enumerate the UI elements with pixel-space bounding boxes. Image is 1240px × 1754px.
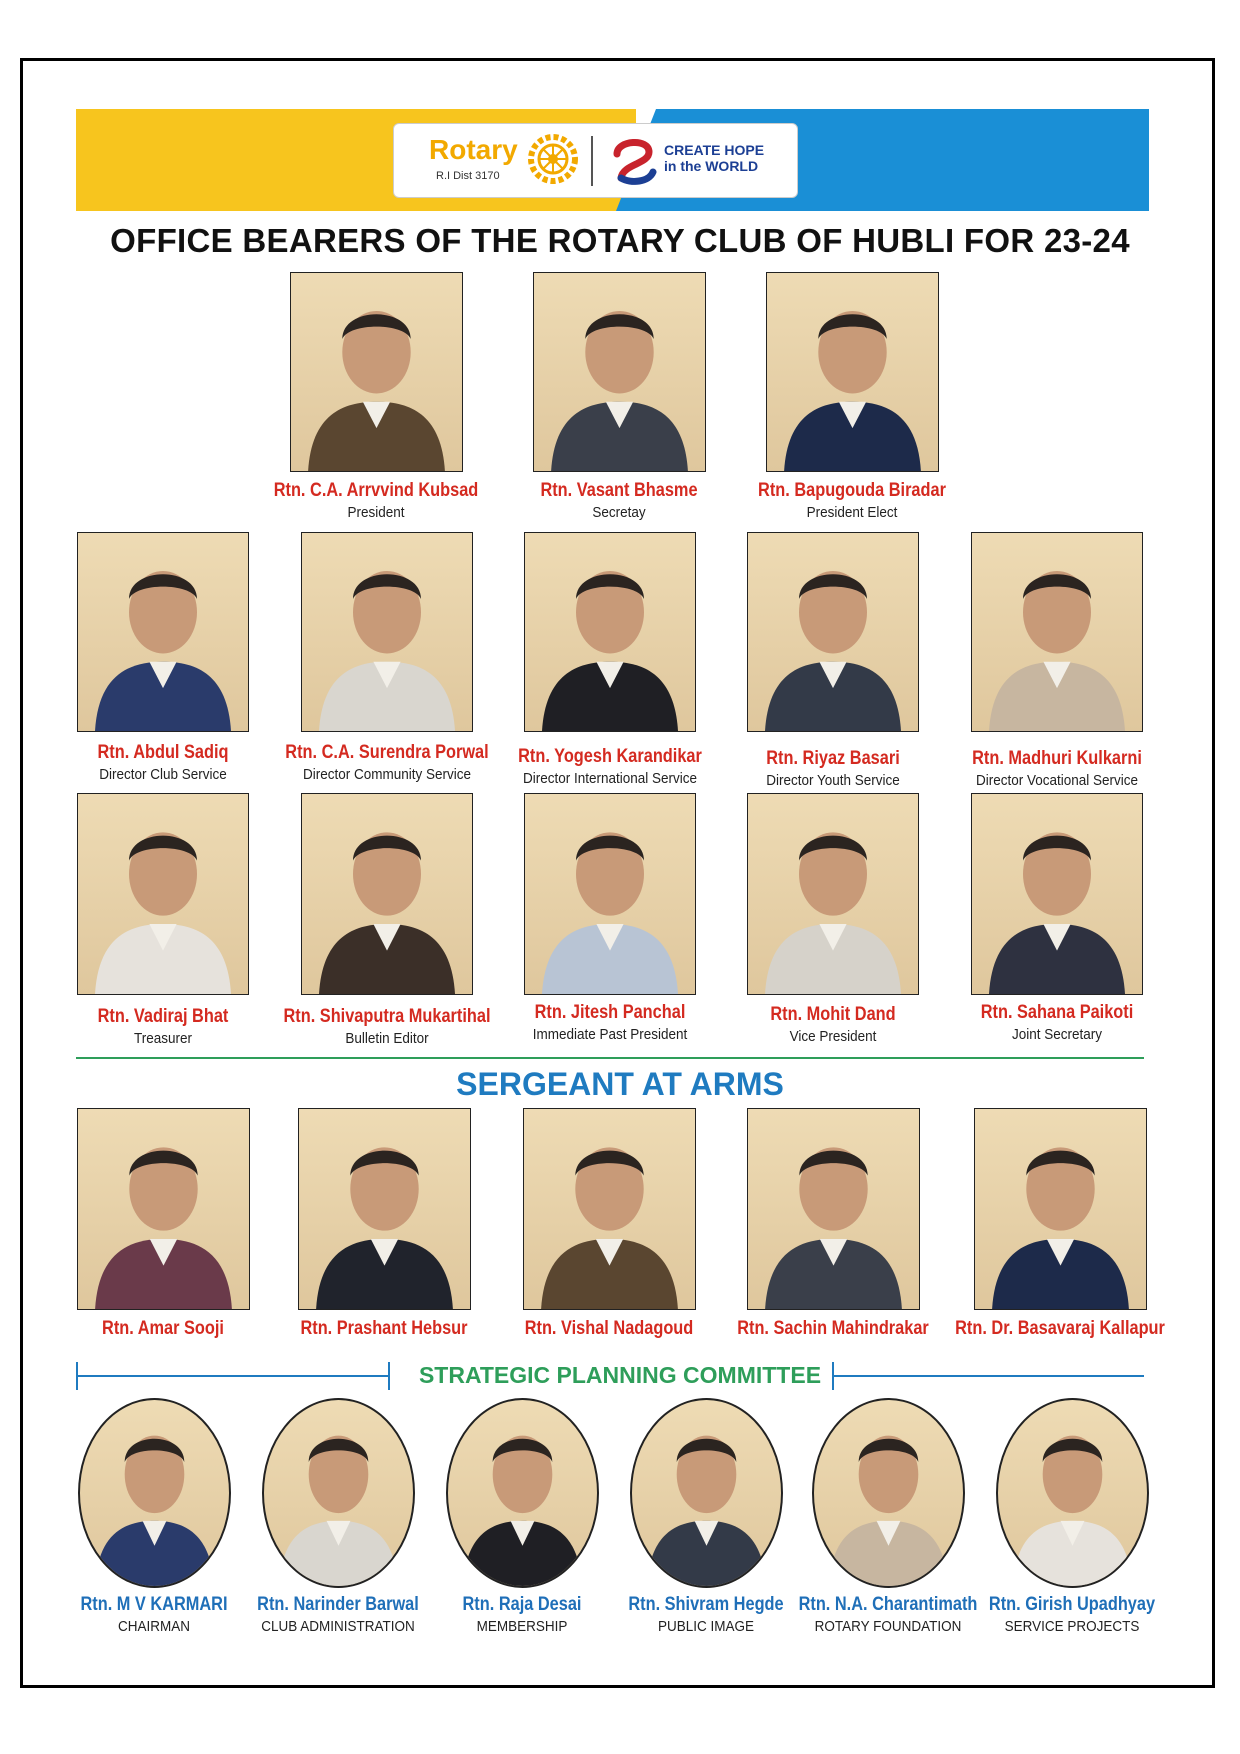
theme-line-1: CREATE HOPE xyxy=(664,142,765,158)
member-role: CHAIRMAN xyxy=(117,1618,190,1635)
portrait-silhouette-icon xyxy=(632,1400,781,1586)
member-name: Rtn. Jitesh Panchal xyxy=(534,1002,686,1023)
member-role: SERVICE PROJECTS xyxy=(1004,1618,1140,1635)
member-role: CLUB ADMINISTRATION xyxy=(261,1618,415,1635)
portrait-silhouette-icon xyxy=(748,1109,919,1309)
member-name: Rtn. Prashant Hebsur xyxy=(300,1318,468,1339)
member-photo xyxy=(996,1398,1149,1588)
member-name: Rtn. Shivram Hegde xyxy=(628,1594,784,1615)
member-role: PUBLIC IMAGE xyxy=(657,1618,755,1635)
logo-divider xyxy=(591,136,593,186)
member-role: Director International Service xyxy=(522,770,698,787)
portrait-silhouette-icon xyxy=(767,273,938,471)
member-photo xyxy=(524,532,696,732)
create-hope-swirl-icon xyxy=(609,134,659,190)
member-photo xyxy=(766,272,939,472)
member-name: Rtn. Mohit Dand xyxy=(770,1004,896,1025)
member-photo xyxy=(630,1398,783,1588)
portrait-silhouette-icon xyxy=(264,1400,413,1586)
member-role: Director Community Service xyxy=(302,766,472,783)
member-name: Rtn. C.A. Surendra Porwal xyxy=(285,742,489,763)
member-role: Director Vocational Service xyxy=(975,772,1139,789)
portrait-silhouette-icon xyxy=(302,794,472,994)
portrait-silhouette-icon xyxy=(291,273,462,471)
member-photo xyxy=(533,272,706,472)
theme-text xyxy=(664,142,784,174)
portrait-silhouette-icon xyxy=(299,1109,470,1309)
member-role: ROTARY FOUNDATION xyxy=(814,1618,962,1635)
member-photo xyxy=(747,1108,920,1310)
member-name: Rtn. Vadiraj Bhat xyxy=(97,1006,229,1027)
member-role: Secretay xyxy=(592,504,646,521)
member-photo xyxy=(747,793,919,995)
member-role: Immediate Past President xyxy=(532,1026,688,1043)
portrait-silhouette-icon xyxy=(78,794,248,994)
member-photo xyxy=(524,793,696,995)
member-photo xyxy=(974,1108,1147,1310)
member-name: Rtn. C.A. Arrvvind Kubsad xyxy=(273,480,479,501)
member-name: Rtn. Abdul Sadiq xyxy=(97,742,229,763)
logo-box xyxy=(393,123,798,198)
portrait-silhouette-icon xyxy=(972,533,1142,731)
portrait-silhouette-icon xyxy=(972,794,1142,994)
member-role: President xyxy=(347,504,405,521)
member-role: Bulletin Editor xyxy=(345,1030,429,1047)
portrait-silhouette-icon xyxy=(998,1400,1147,1586)
portrait-silhouette-icon xyxy=(78,1109,249,1309)
portrait-silhouette-icon xyxy=(524,1109,695,1309)
page-title: OFFICE BEARERS OF THE ROTARY CLUB OF HUBLI FOR 23-24 xyxy=(110,222,1130,259)
member-role: Director Club Service xyxy=(99,766,227,783)
portrait-silhouette-icon xyxy=(748,533,918,731)
portrait-silhouette-icon xyxy=(525,794,695,994)
member-photo xyxy=(971,532,1143,732)
member-photo xyxy=(77,1108,250,1310)
member-photo xyxy=(298,1108,471,1310)
member-name: Rtn. Narinder Barwal xyxy=(257,1594,419,1615)
member-name: Rtn. M V KARMARI xyxy=(80,1594,228,1615)
member-name: Rtn. Girish Upadhyay xyxy=(988,1594,1156,1615)
member-photo xyxy=(78,1398,231,1588)
member-photo xyxy=(301,793,473,995)
portrait-silhouette-icon xyxy=(78,533,248,731)
portrait-silhouette-icon xyxy=(525,533,695,731)
member-role: Joint Secretary xyxy=(1011,1026,1103,1043)
member-photo xyxy=(446,1398,599,1588)
member-photo xyxy=(77,793,249,995)
member-name: Rtn. Vasant Bhasme xyxy=(540,480,698,501)
member-name: Rtn. N.A. Charantimath xyxy=(798,1594,978,1615)
member-role: President Elect xyxy=(806,504,898,521)
member-role: Director Youth Service xyxy=(766,772,900,789)
member-photo xyxy=(812,1398,965,1588)
member-photo xyxy=(77,532,249,732)
member-photo xyxy=(301,532,473,732)
member-photo xyxy=(747,532,919,732)
member-name: Rtn. Amar Sooji xyxy=(102,1318,224,1339)
member-role: MEMBERSHIP xyxy=(476,1618,568,1635)
member-name: Rtn. Bapugouda Biradar xyxy=(758,480,946,501)
member-role: Treasurer xyxy=(133,1030,193,1047)
member-name: Rtn. Riyaz Basari xyxy=(766,748,900,769)
theme-line-2: in the WORLD xyxy=(664,158,759,174)
portrait-silhouette-icon xyxy=(302,533,472,731)
portrait-silhouette-icon xyxy=(748,794,918,994)
member-name: Rtn. Dr. Basavaraj Kallapur xyxy=(955,1318,1165,1339)
member-name: Rtn. Yogesh Karandikar xyxy=(518,746,702,767)
member-photo xyxy=(290,272,463,472)
member-photo xyxy=(262,1398,415,1588)
portrait-silhouette-icon xyxy=(534,273,705,471)
rotary-district: R.I Dist 3170 xyxy=(436,170,500,182)
portrait-silhouette-icon xyxy=(975,1109,1146,1309)
section-divider xyxy=(76,1057,1144,1059)
committee-title: STRATEGIC PLANNING COMMITTEE xyxy=(418,1362,822,1388)
portrait-silhouette-icon xyxy=(448,1400,597,1586)
member-name: Rtn. Raja Desai xyxy=(462,1594,582,1615)
member-photo xyxy=(523,1108,696,1310)
rotary-wordmark: Rotary xyxy=(429,134,518,165)
member-name: Rtn. Vishal Nadagoud xyxy=(524,1318,694,1339)
member-name: Rtn. Sahana Paikoti xyxy=(980,1002,1134,1023)
rotary-wheel-icon xyxy=(526,132,580,186)
member-name: Rtn. Madhuri Kulkarni xyxy=(972,748,1142,769)
member-name: Rtn. Shivaputra Mukartihal xyxy=(283,1006,491,1027)
member-role: Vice President xyxy=(789,1028,877,1045)
sergeant-title: SERGEANT AT ARMS xyxy=(456,1066,784,1102)
portrait-silhouette-icon xyxy=(80,1400,229,1586)
member-photo xyxy=(971,793,1143,995)
portrait-silhouette-icon xyxy=(814,1400,963,1586)
member-name: Rtn. Sachin Mahindrakar xyxy=(737,1318,929,1339)
